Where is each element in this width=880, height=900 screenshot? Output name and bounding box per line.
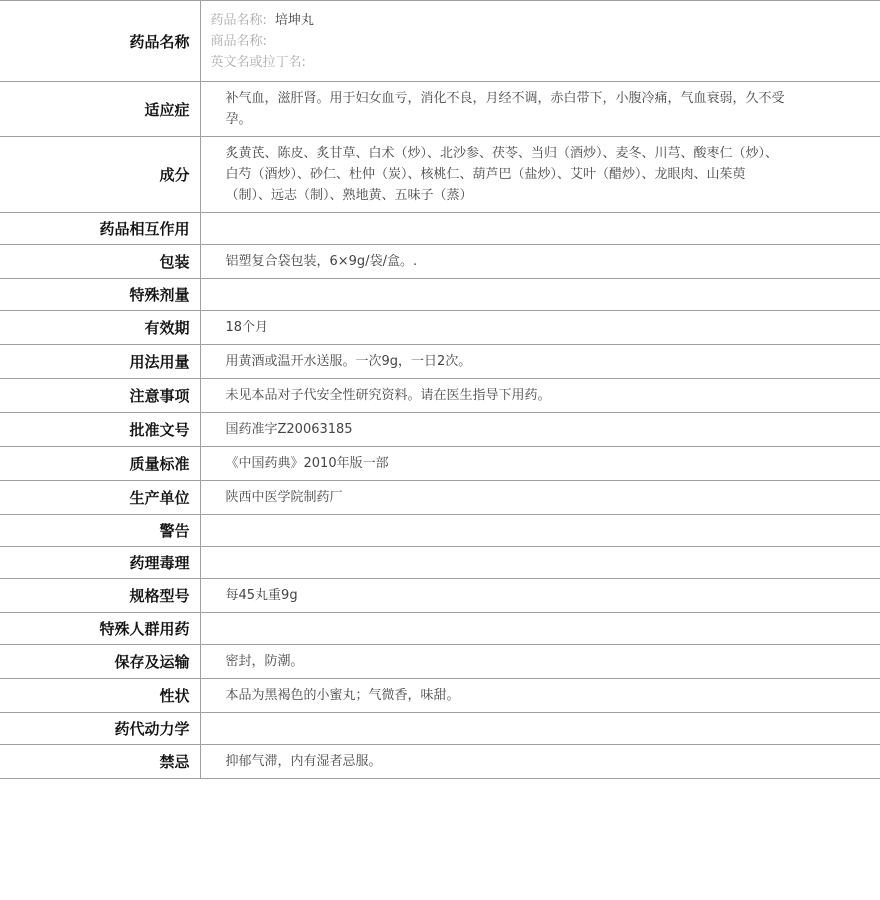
- row-value: 陕西中医学院制药厂: [200, 481, 880, 515]
- generic-name-value: 培坤丸: [274, 13, 314, 28]
- table-row: [0, 679, 880, 713]
- table-row: [0, 547, 880, 579]
- drug-names-cell: [200, 1, 880, 82]
- row-label: 药品相互作用: [0, 213, 200, 245]
- table-row: [0, 447, 880, 481]
- row-label: 规格型号: [0, 579, 200, 613]
- row-value: 18个月: [200, 311, 880, 345]
- row-label: 保存及运输: [0, 645, 200, 679]
- table-row: [0, 311, 880, 345]
- row-value: 铝塑复合袋包装，6×9g/袋/盒。.: [200, 245, 880, 279]
- table-row: [0, 515, 880, 547]
- table-row: [0, 745, 880, 779]
- row-value: [200, 547, 880, 579]
- row-value: 本品为黑褐色的小蜜丸；气微香，味甜。: [200, 679, 880, 713]
- row-value: 补气血，滋肝肾。用于妇女血亏，消化不良，月经不调，赤白带下，小腹冷痛，气血衰弱，久不受孕。: [200, 82, 880, 137]
- row-label: 特殊人群用药: [0, 613, 200, 645]
- row-value: 未见本品对子代安全性研究资料。请在医生指导下用药。: [200, 379, 880, 413]
- trade-name-key: 商品名称:: [210, 34, 267, 49]
- table-row: [0, 279, 880, 311]
- row-label: 适应症: [0, 82, 200, 137]
- table-row: [0, 213, 880, 245]
- row-label: 性状: [0, 679, 200, 713]
- row-label: 包装: [0, 245, 200, 279]
- table-row: [0, 379, 880, 413]
- row-value: 密封，防潮。: [200, 645, 880, 679]
- row-value: 抑郁气滞，内有湿者忌服。: [200, 745, 880, 779]
- table-row: [0, 645, 880, 679]
- english-name-key: 英文名或拉丁名:: [210, 55, 306, 70]
- row-value: 炙黄芪、陈皮、炙甘草、白术（炒）、北沙参、茯苓、当归（酒炒）、麦冬、川芎、酸枣仁（炒）、白芍（酒炒）、砂仁、杜仲（炭）、核桃仁、葫芦巴（盐炒）、艾叶（醋炒）、龙眼肉、山茱萸（制）、远志（制）、熟地黄、五味子（蒸）: [200, 137, 880, 213]
- trade-name-line: [211, 31, 861, 52]
- row-drug-name: [0, 1, 880, 82]
- row-label: 有效期: [0, 311, 200, 345]
- table-row: [0, 613, 880, 645]
- generic-name-line: [211, 10, 861, 31]
- table-row: [0, 245, 880, 279]
- table-row: [0, 345, 880, 379]
- row-value: 每45丸重9g: [200, 579, 880, 613]
- generic-name-key: 药品名称:: [210, 13, 267, 28]
- table-row: [0, 413, 880, 447]
- row-label: 药代动力学: [0, 713, 200, 745]
- english-name-line: [211, 52, 861, 73]
- table-row: [0, 137, 880, 213]
- row-value: 用黄酒或温开水送服。一次9g，一日2次。: [200, 345, 880, 379]
- row-label: 警告: [0, 515, 200, 547]
- row-label: 禁忌: [0, 745, 200, 779]
- row-label: 成分: [0, 137, 200, 213]
- row-value: [200, 515, 880, 547]
- row-label: 特殊剂量: [0, 279, 200, 311]
- drug-info-table-body: [0, 1, 880, 779]
- row-label: 药理毒理: [0, 547, 200, 579]
- table-row: [0, 579, 880, 613]
- row-value: [200, 613, 880, 645]
- table-row: [0, 82, 880, 137]
- row-label: 批准文号: [0, 413, 200, 447]
- row-value: 国药准字Z20063185: [200, 413, 880, 447]
- table-row: [0, 713, 880, 745]
- row-label: 注意事项: [0, 379, 200, 413]
- row-label: 用法用量: [0, 345, 200, 379]
- row-value: [200, 213, 880, 245]
- row-label: 质量标准: [0, 447, 200, 481]
- row-value: 《中国药典》2010年版一部: [200, 447, 880, 481]
- row-value: [200, 713, 880, 745]
- row-label: 药品名称: [0, 1, 200, 82]
- row-label: 生产单位: [0, 481, 200, 515]
- table-row: [0, 481, 880, 515]
- row-value: [200, 279, 880, 311]
